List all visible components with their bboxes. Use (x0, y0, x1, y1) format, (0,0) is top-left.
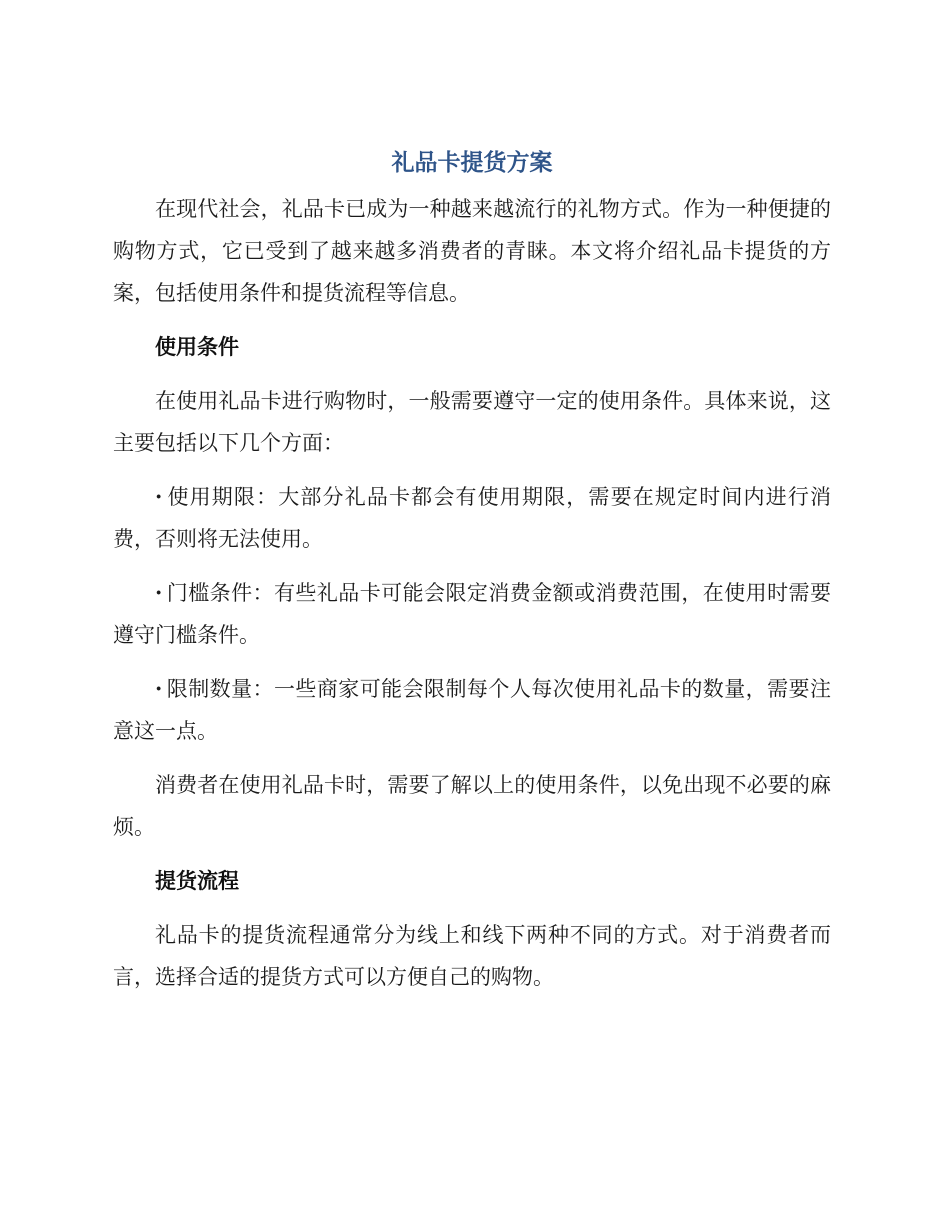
intro-paragraph: 在现代社会，礼品卡已成为一种越来越流行的礼物方式。作为一种便捷的购物方式，它已受到了越来越多消费者的青睐。本文将介绍礼品卡提货的方案，包括使用条件和提货流程等信息。 (113, 197, 831, 305)
document-title: 礼品卡提货方案 (391, 150, 553, 176)
bullet-item (113, 668, 831, 752)
bullet-text: 限制数量：一些商家可能会限制每个人每次使用礼品卡的数量，需要注意这一点。 (113, 677, 831, 743)
bullet-dot: · (155, 580, 163, 605)
section-heading-pickup-process: 提货流程 (155, 869, 239, 893)
bullet-text: 门槛条件：有些礼品卡可能会限定消费金额或消费范围，在使用时需要遵守门槛条件。 (113, 581, 831, 647)
section-heading-usage-conditions: 使用条件 (155, 335, 239, 359)
section-closing-paragraph: 消费者在使用礼品卡时，需要了解以上的使用条件，以免出现不必要的麻烦。 (113, 773, 831, 839)
bullet-text: 使用期限：大部分礼品卡都会有使用期限，需要在规定时间内进行消费，否则将无法使用。 (113, 485, 831, 551)
bullet-item (113, 572, 831, 656)
bullet-dot: · (155, 484, 163, 509)
section-lead-paragraph: 礼品卡的提货流程通常分为线上和线下两种不同的方式。对于消费者而言，选择合适的提货方式可以方便自己的购物。 (113, 923, 831, 989)
document-page (113, 148, 831, 998)
bullet-dot: · (155, 676, 163, 701)
section-lead-paragraph: 在使用礼品卡进行购物时，一般需要遵守一定的使用条件。具体来说，这主要包括以下几个方面： (113, 389, 831, 455)
bullet-item (113, 476, 831, 560)
